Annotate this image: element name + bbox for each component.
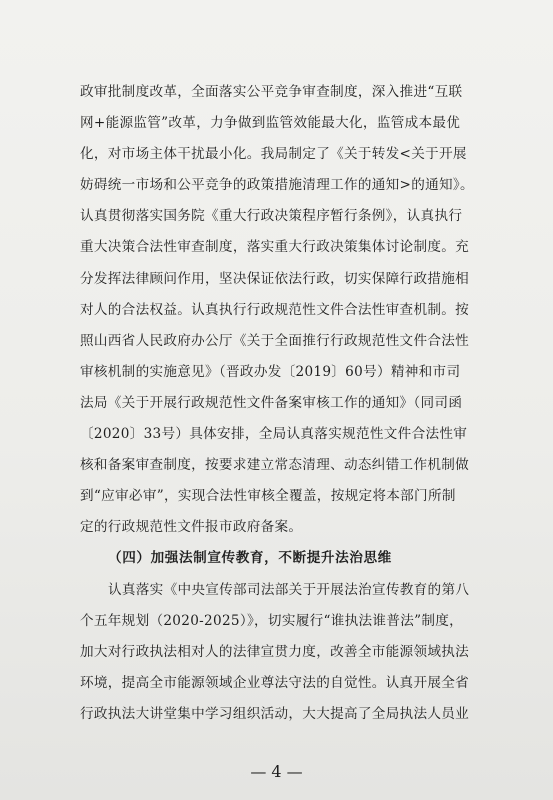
text-line: 加大对行政执法相对人的法律宣贯力度，改善全市能源领域执法 bbox=[80, 643, 470, 660]
text-line: 化，对市场主体干扰最小化。我局制定了《关于转发<关于开展 bbox=[80, 146, 467, 163]
text-line: 行政执法大讲堂集中学习组织活动，大大提高了全局执法人员业 bbox=[80, 705, 470, 722]
paragraph-first-line: 认真落实《中央宣传部司法部关于开展法治宣传教育的第八 bbox=[108, 581, 470, 598]
section-heading: （四）加强法制宣传教育，不断提升法治思维 bbox=[108, 550, 392, 567]
text-line: 环境，提高全市能源领域企业尊法守法的自觉性。认真开展全省 bbox=[80, 674, 470, 691]
text-line: 对人的合法权益。认真执行行政规范性文件合法性审查机制。按 bbox=[80, 301, 470, 318]
text-line: 到“应审必审”，实现合法性审核全覆盖，按规定将本部门所制 bbox=[80, 488, 456, 505]
text-line: 个五年规划（2020-2025）》，切实履行“谁执法谁普法”制度， bbox=[80, 612, 464, 629]
text-line: 定的行政规范性文件报市政府备案。 bbox=[80, 519, 303, 536]
text-line: 网+能源监管”改革，力争做到监管效能最大化，监管成本最优 bbox=[80, 115, 461, 132]
text-line: 审核机制的实施意见》（晋政办发〔2019〕60号）精神和市司 bbox=[80, 363, 461, 380]
text-line: 法局《关于开展行政规范性文件备案审核工作的通知》（同司函 bbox=[80, 394, 463, 411]
text-line: 妨碍统一市场和公平竞争的政策措施清理工作的通知>的通知》。 bbox=[80, 177, 474, 194]
document-body bbox=[80, 77, 498, 730]
text-line: 政审批制度改革，全面落实公平竞争审查制度，深入推进“互联 bbox=[80, 84, 463, 100]
text-line: 照山西省人民政府办公厅《关于全面推行行政规范性文件合法性 bbox=[80, 332, 470, 349]
text-line: 重大决策合法性审查制度，落实重大行政决策集体讨论制度。充 bbox=[80, 239, 470, 256]
text-line: 核和备案审查制度，按要求建立常态清理、动态纠错工作机制做 bbox=[80, 457, 470, 474]
text-line: 〔2020〕33号）具体安排，全局认真落实规范性文件合法性审 bbox=[80, 426, 468, 443]
text-line: 认真贯彻落实国务院《重大行政决策程序暂行条例》，认真执行 bbox=[80, 208, 463, 225]
page-number: — 4 — bbox=[250, 762, 303, 781]
text-line: 分发挥法律顾问作用，坚决保证依法行政，切实保障行政措施相 bbox=[80, 270, 470, 287]
